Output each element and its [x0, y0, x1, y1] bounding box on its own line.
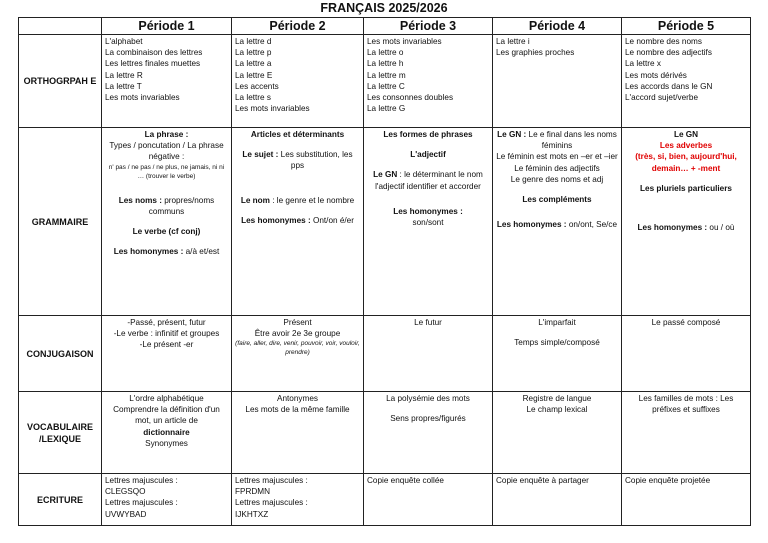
- gn-title: Le GN :: [497, 130, 527, 139]
- articles-title: Articles et déterminants: [250, 130, 345, 139]
- list-item: CLEGSQO: [105, 487, 146, 497]
- list-item: Lettres majuscules :: [105, 476, 178, 485]
- cell-ecr-p5: [622, 474, 751, 526]
- period-header-2: Période 2: [232, 18, 364, 35]
- list-item: La polysémie des mots: [386, 394, 470, 403]
- list-item: dictionnaire: [143, 427, 190, 437]
- list-item: Les mots de la même famille: [245, 405, 350, 415]
- row-label-ecriture: ECRITURE: [19, 474, 102, 526]
- row-vocabulaire: [19, 392, 751, 474]
- list-item: Le genre des noms et adj: [510, 174, 604, 184]
- row-ecriture: [19, 474, 751, 526]
- list-item: Lettres majuscules :: [105, 498, 178, 508]
- corner-cell: [19, 18, 102, 35]
- list-item: La lettre R: [105, 70, 143, 80]
- list-item: Le futur: [414, 318, 442, 327]
- list-item: Les mots invariables: [105, 93, 180, 103]
- sujet-title: Le sujet :: [242, 150, 279, 160]
- list-item: Le passé composé: [651, 318, 721, 327]
- homonymes-text: son/sont: [412, 218, 444, 228]
- cell-gram-p5: [622, 128, 751, 316]
- gn-title: Le GN: [373, 170, 398, 180]
- list-item: FPRDMN: [235, 487, 271, 497]
- homonymes-text: Ont/on é/er: [312, 215, 354, 225]
- list-item: Les familles de mots : Les préfixes et suffixes: [638, 394, 734, 415]
- cell-ortho-p2: [232, 35, 364, 128]
- homonymes-text: on/ont, Se/ce: [568, 220, 618, 230]
- cell-voc-p2: [232, 392, 364, 474]
- cell-voc-p1: [102, 392, 232, 474]
- list-item: La lettre C: [367, 81, 405, 91]
- list-item: Les lettres finales muettes: [105, 59, 201, 69]
- adverbes-title: Les adverbes: [659, 141, 713, 151]
- list-item: Lettres majuscules :: [235, 498, 308, 508]
- period-header-4: Période 4: [493, 18, 622, 35]
- period-header-3: Période 3: [364, 18, 493, 35]
- cell-ortho-p3: [364, 35, 493, 128]
- list-item: Les graphies proches: [496, 48, 575, 58]
- homonymes-title: Les homonymes :: [241, 215, 311, 225]
- cell-conj-p1: [102, 316, 232, 392]
- list-item: Temps simple/composé: [514, 338, 600, 348]
- homonymes-title: Les homonymes :: [113, 247, 184, 257]
- list-item: La lettre o: [367, 48, 404, 58]
- list-item: Les mots invariables: [235, 104, 310, 114]
- cell-ecr-p1: [102, 474, 232, 526]
- homonymes-title: Les homonymes :: [496, 220, 567, 230]
- list-item: Présent: [283, 318, 312, 327]
- homonymes-title: Les homonymes :: [637, 223, 708, 233]
- list-item: Synonymes: [145, 438, 188, 448]
- list-item: Le féminin des adjectifs: [514, 163, 600, 173]
- list-item: Le féminin est mots en –er et –ier: [496, 152, 618, 162]
- pluriels-title: Les pluriels particuliers: [640, 183, 732, 193]
- list-item: La lettre x: [625, 59, 661, 69]
- curriculum-table: [18, 17, 751, 526]
- list-item: Le nombre des noms: [625, 37, 702, 46]
- list-item: La lettre h: [367, 59, 404, 69]
- cell-conj-p5: [622, 316, 751, 392]
- phrase-small: n' pas / ne pas / ne plus, ne jamais, ni ni … (trouver le verbe): [108, 163, 225, 180]
- list-item: Lettres majuscules :: [235, 476, 308, 485]
- list-item: L'alphabet: [105, 37, 143, 46]
- list-item: Comprendre la définition d'un mot, un article de: [113, 405, 220, 426]
- cell-ortho-p4: [493, 35, 622, 128]
- list-item: L'accord sujet/verbe: [625, 93, 699, 103]
- list-item: La lettre p: [235, 48, 272, 58]
- list-item: -Le verbe : infinitif et groupes: [113, 329, 220, 339]
- cell-gram-p2: [232, 128, 364, 316]
- adverbes-detail: (très, si, bien, aujourd'hui, demain… + -ment: [635, 152, 737, 173]
- complements-title: Les compléments: [522, 195, 592, 205]
- list-item: La lettre E: [235, 70, 273, 80]
- list-item: -Le présent -er: [139, 340, 194, 350]
- list-item: La lettre s: [235, 93, 271, 103]
- list-item: La lettre d: [235, 37, 272, 46]
- adjectif-title: L'adjectif: [410, 150, 446, 160]
- noms-title: Les noms :: [118, 195, 162, 205]
- list-item: Copie enquête projetée: [625, 476, 711, 485]
- page-title: FRANÇAIS 2025/2026: [320, 1, 448, 15]
- row-label-vocabulaire: VOCABULAIRE /LEXIQUE: [19, 392, 102, 474]
- list-item: Les mots dérivés: [625, 70, 687, 80]
- noms-text: propres/noms communs: [148, 195, 215, 216]
- phrase-title: La phrase :: [144, 130, 189, 139]
- list-item: Copie enquête collée: [367, 476, 444, 485]
- list-item: La lettre a: [235, 59, 272, 69]
- list-item: Registre de langue: [522, 394, 592, 403]
- cell-voc-p4: [493, 392, 622, 474]
- sujet-text: Les substitution, les pps: [280, 150, 353, 171]
- list-item: -Passé, présent, futur: [127, 318, 206, 327]
- cell-gram-p1: [102, 128, 232, 316]
- cell-ecr-p2: [232, 474, 364, 526]
- cell-conj-p4: [493, 316, 622, 392]
- list-item: Les mots invariables: [367, 37, 442, 46]
- list-item: Les accents: [235, 81, 279, 91]
- list-item: Le champ lexical: [526, 405, 588, 415]
- list-item: IJKHTXZ: [235, 509, 269, 519]
- cell-gram-p4: [493, 128, 622, 316]
- list-item: La lettre T: [105, 81, 142, 91]
- row-conjugaison: [19, 316, 751, 392]
- nom-text: : le genre et le nombre: [272, 195, 355, 205]
- formes-title: Les formes de phrases: [383, 130, 473, 139]
- cell-conj-p2: [232, 316, 364, 392]
- homonymes-text: ou / où: [709, 223, 735, 233]
- row-orthographe: [19, 35, 751, 128]
- cell-ortho-p5: [622, 35, 751, 128]
- gn-text: Le e final dans les noms féminins: [528, 130, 617, 151]
- period-header-1: Période 1: [102, 18, 232, 35]
- row-label-grammaire: GRAMMAIRE: [19, 128, 102, 316]
- list-item: UVWYBAD: [105, 509, 147, 519]
- list-item: Les consonnes doubles: [367, 93, 454, 103]
- list-item: La lettre m: [367, 70, 406, 80]
- row-grammaire: [19, 128, 751, 316]
- list-item: Sens propres/figurés: [390, 414, 466, 424]
- list-item: Les accords dans le GN: [625, 81, 713, 91]
- period-header-5: Période 5: [622, 18, 751, 35]
- verb-list: (faire, aller, dire, venir, pouvoir, voir, vouloir, prendre): [235, 340, 360, 357]
- list-item: La combinaison des lettres: [105, 48, 203, 58]
- cell-ortho-p1: [102, 35, 232, 128]
- list-item: La lettre i: [496, 37, 530, 46]
- gn-title: Le GN: [673, 130, 699, 139]
- list-item: L'imparfait: [538, 318, 576, 327]
- list-item: Antonymes: [277, 394, 318, 403]
- list-item: Copie enquête à partager: [496, 476, 589, 485]
- row-label-orthographe: ORTHOGRPAH E: [19, 35, 102, 128]
- homonymes-text: a/à et/est: [185, 247, 220, 257]
- verbe-title: Le verbe (cf conj): [132, 227, 201, 237]
- cell-voc-p5: [622, 392, 751, 474]
- list-item: L'ordre alphabétique: [129, 394, 204, 403]
- row-label-conjugaison: CONJUGAISON: [19, 316, 102, 392]
- cell-voc-p3: [364, 392, 493, 474]
- cell-gram-p3: [364, 128, 493, 316]
- list-item: Le nombre des adjectifs: [625, 48, 712, 58]
- homonymes-title: Les homonymes :: [393, 206, 463, 216]
- list-item: La lettre G: [367, 104, 406, 114]
- gn-text: : le déterminant le nom l'adjectif identifier et accorder: [375, 170, 483, 191]
- header-row: [19, 18, 751, 35]
- cell-ecr-p3: [364, 474, 493, 526]
- cell-conj-p3: [364, 316, 493, 392]
- phrase-text: Types / poncutation / La phrase négative :: [109, 141, 224, 162]
- list-item: Être avoir 2e 3e groupe: [254, 329, 341, 339]
- cell-ecr-p4: [493, 474, 622, 526]
- nom-title: Le nom: [240, 195, 270, 205]
